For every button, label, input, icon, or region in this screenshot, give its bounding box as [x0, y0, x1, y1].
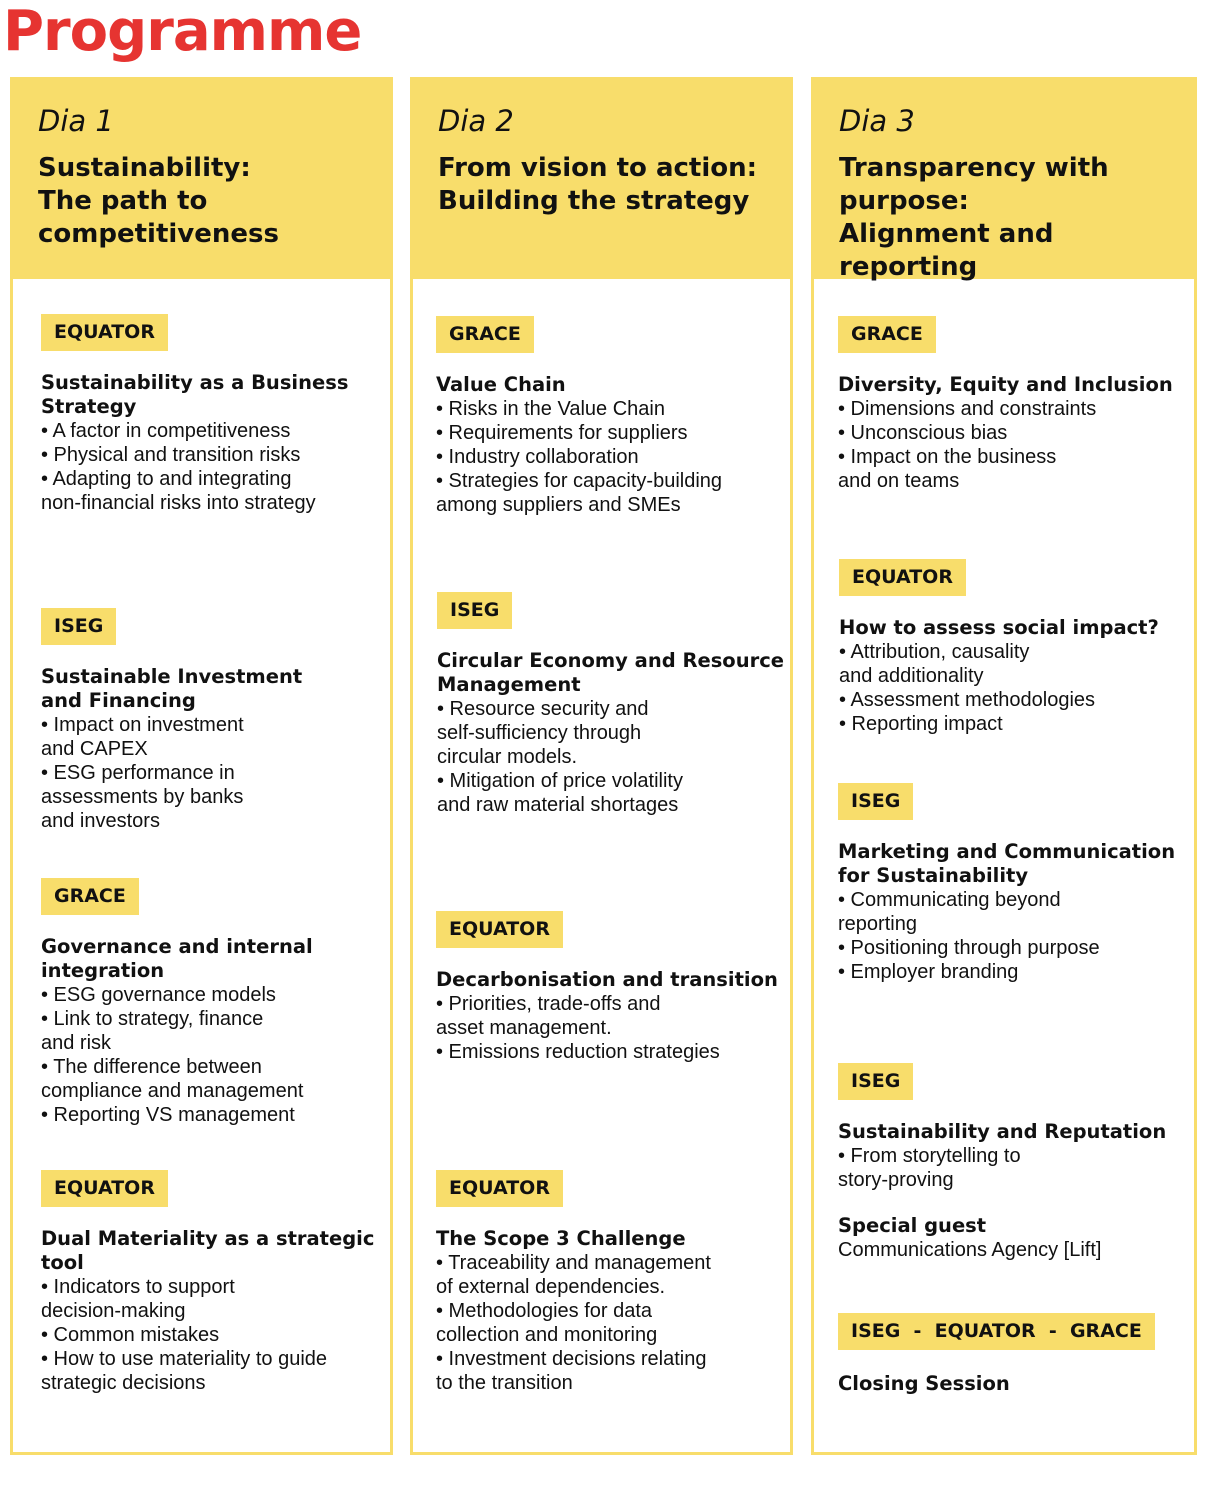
special-guest-name: Communications Agency [Lift] [838, 1239, 1102, 1261]
organizer-tag: ISEG [437, 592, 512, 629]
day-3-header [814, 80, 1194, 282]
day-2-column [410, 77, 793, 1455]
session-title: Closing Session [838, 1372, 1010, 1395]
session-card [436, 911, 784, 1064]
session-title: Marketing and Communication for Sustainability [838, 840, 1176, 887]
session-topics: • A factor in competitiveness • Physical and transition risks • Adapting to and integrating non-financial risks into strategy [41, 420, 316, 514]
day-2-title: From vision to action: Building the strategy [438, 153, 758, 216]
session-card [41, 1170, 386, 1395]
session-topics: • Communicating beyond reporting • Positioning through purpose • Employer branding [838, 889, 1100, 983]
organizer-tag: EQUATOR [839, 559, 966, 596]
organizer-tag: ISEG [838, 783, 913, 820]
organizer-tag: EQUATOR [436, 1170, 563, 1207]
session-card [41, 878, 382, 1127]
session-title: Sustainability and Reputation [838, 1120, 1167, 1143]
session-title: Value Chain [436, 373, 566, 396]
special-guest-title: Special guest [838, 1214, 987, 1237]
session-title: How to assess social impact? [839, 616, 1159, 639]
session-title: Decarbonisation and transition [436, 968, 778, 991]
organizer-tag: GRACE [838, 316, 936, 353]
session-title: Governance and internal integration [41, 935, 313, 982]
session-card [437, 592, 784, 817]
page-title: Programme [3, 0, 362, 64]
day-2-header [413, 80, 790, 279]
session-title: Sustainable Investment and Financing [41, 665, 303, 712]
day-2-label: Dia 2 [438, 104, 514, 138]
organizer-tag: GRACE [436, 316, 534, 353]
organizer-tag: ISEG - EQUATOR - GRACE [838, 1313, 1155, 1350]
organizer-tag: ISEG [41, 608, 116, 645]
day-3-column [811, 77, 1197, 1455]
session-card [839, 559, 1188, 736]
session-topics: • Dimensions and constraints • Unconscious bias • Impact on the business and on teams [838, 398, 1097, 492]
session-topics: • Risks in the Value Chain • Requirements for suppliers • Industry collaboration • Strategies for capacity-building among suppliers and SMEs [436, 398, 723, 516]
session-topics: • Impact on investment and CAPEX • ESG performance in assessments by banks and investors [41, 714, 244, 832]
session-card [436, 316, 784, 517]
session-card [41, 314, 382, 515]
organizer-tag: EQUATOR [41, 1170, 168, 1207]
day-1-header [13, 80, 390, 279]
day-1-column [10, 77, 393, 1455]
session-title: Diversity, Equity and Inclusion [838, 373, 1173, 396]
session-title: Circular Economy and Resource Management [437, 649, 784, 696]
session-topics: • Priorities, trade-offs and asset management. • Emissions reduction strategies [436, 993, 720, 1063]
session-topics: • From storytelling to story-proving [838, 1145, 1021, 1191]
session-card [838, 316, 1188, 493]
session-title: Sustainability as a Business Strategy [41, 371, 349, 418]
session-topics: • Resource security and self-sufficiency through circular models. • Mitigation of price volatility and raw material shortages [437, 698, 683, 816]
day-1-label: Dia 1 [38, 104, 114, 138]
day-3-title: Transparency with purpose: Alignment and reporting [839, 153, 1109, 282]
session-card [436, 1170, 784, 1395]
session-title: Dual Materiality as a strategic tool [41, 1227, 375, 1274]
day-1-title: Sustainability: The path to competitiveness [38, 153, 279, 249]
session-topics: • Attribution, causality and additionality • Assessment methodologies • Reporting impact [839, 641, 1096, 735]
session-card [838, 783, 1188, 984]
session-topics: • Indicators to support decision-making • Common mistakes • How to use materiality to guide strategic decisions [41, 1276, 328, 1394]
organizer-tag: EQUATOR [436, 911, 563, 948]
organizer-tag: GRACE [41, 878, 139, 915]
organizer-tag: ISEG [838, 1063, 913, 1100]
day-3-label: Dia 3 [839, 104, 915, 138]
session-card [838, 1313, 1188, 1396]
session-topics: • ESG governance models • Link to strategy, finance and risk • The difference between compliance and management • Reporting VS management [41, 984, 304, 1126]
session-card [838, 1063, 1188, 1262]
organizer-tag: EQUATOR [41, 314, 168, 351]
session-topics: • Traceability and management of external dependencies. • Methodologies for data collection and monitoring • Investment decisions relating to the transition [436, 1252, 711, 1394]
session-card [41, 608, 382, 833]
session-title: The Scope 3 Challenge [436, 1227, 686, 1250]
